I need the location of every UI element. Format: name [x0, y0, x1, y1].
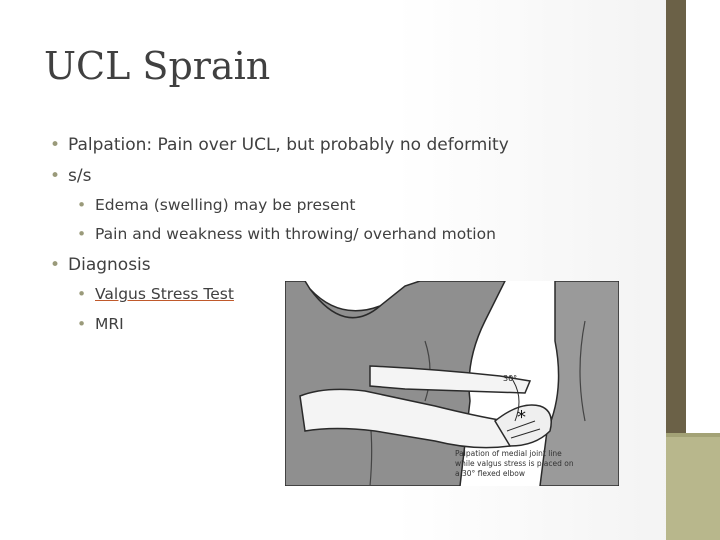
bullet-item	[50, 166, 91, 186]
sub-bullet-item	[77, 315, 124, 333]
bullet-icon: •	[50, 166, 61, 186]
bullet-icon: •	[50, 255, 61, 275]
bullet-icon: •	[77, 225, 87, 243]
bullet-item	[50, 255, 151, 275]
valgus-stress-test-illustration	[285, 281, 619, 486]
bullet-text: Palpation: Pain over UCL, but probably no deformity	[68, 135, 509, 155]
angle-label: 30°	[503, 374, 518, 383]
sub-bullet-item	[77, 285, 234, 303]
bullet-item	[50, 135, 509, 155]
sub-bullet-item	[77, 225, 496, 243]
bullet-text: MRI	[95, 315, 124, 333]
bullet-icon: •	[50, 135, 61, 155]
bullet-text: Edema (swelling) may be present	[95, 196, 356, 214]
palpation-marker: *	[517, 407, 526, 428]
bullet-icon: •	[77, 315, 87, 333]
sub-bullet-item	[77, 196, 356, 214]
figure-caption	[455, 449, 574, 479]
bullet-text: s/s	[68, 166, 92, 186]
bullet-icon: •	[77, 285, 87, 303]
side-band-accent	[666, 433, 720, 540]
bullet-text: Pain and weakness with throwing/ overhand motion	[95, 225, 496, 243]
slide-title: UCL Sprain	[44, 44, 271, 88]
caption-line: while valgus stress is placed on	[455, 459, 574, 468]
valgus-stress-test-link[interactable]: Valgus Stress Test	[95, 285, 234, 303]
bullet-icon: •	[77, 196, 87, 214]
caption-line: Palpation of medial joint line	[455, 449, 562, 458]
caption-line: a 30° flexed elbow	[455, 469, 526, 478]
bullet-text: Diagnosis	[68, 255, 151, 275]
